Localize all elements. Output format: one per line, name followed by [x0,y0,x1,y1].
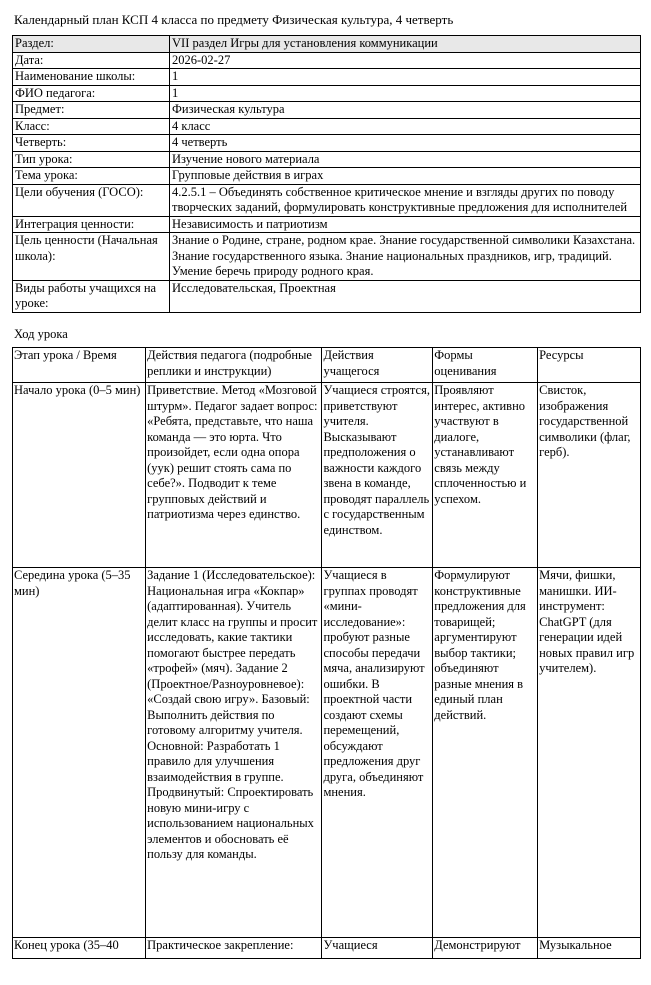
info-label: Интеграция ценности: [13,216,170,233]
info-value: Групповые действия в играх [170,168,641,185]
info-value: VII раздел Игры для установления коммуникации [170,36,641,53]
info-value: Физическая культура [170,102,641,119]
info-row [13,184,641,216]
plan-row [13,938,641,959]
info-row [13,102,641,119]
info-label: Тема урока: [13,168,170,185]
header-stage: Этап урока / Время [13,348,146,383]
info-label: Раздел: [13,36,170,53]
cell-resources: Музыкальное [538,938,641,959]
cell-stage: Середина урока (5–35 мин) [13,568,146,938]
info-value: 2026-02-27 [170,52,641,69]
cell-teacher: Практическое закрепление: [146,938,322,959]
info-label: Четверть: [13,135,170,152]
info-value: 4 четверть [170,135,641,152]
plan-row [13,568,641,938]
header-resources: Ресурсы [538,348,641,383]
info-label: Дата: [13,52,170,69]
info-row [13,168,641,185]
cell-student: Учащиеся [322,938,433,959]
plan-row [13,383,641,568]
cell-resources: Мячи, фишки, манишки. ИИ-инструмент: ChatGPT (для генерации идей новых правил игр учителем). [538,568,641,938]
info-value: 4 класс [170,118,641,135]
cell-assessment: Формулируют конструктивные предложения для товарищей; аргументируют выбор тактики; объединяют разные мнения в единый план действий. [433,568,538,938]
cell-teacher: Задание 1 (Исследовательское): Национальная игра «Кокпар» (адаптированная). Учитель делит класс на группы и просит исследовать, какие тактики помогают быстрее передать «трофей» (мяч). Задание 2 (Проектное/Разноуровневое): «Создай свою игру». Базовый: Выполнить действия по готовому алгоритму учителя. Основной: Разработать 1 правило для улучшения взаимодействия в группе. Продвинутый: Спроектировать новую мини-игру с использованием национальных элементов и обосновать её пользу для команды. [146,568,322,938]
info-value: Знание о Родине, стране, родном крае. Знание государственной символики Казахстана. Знание государственного языка. Знание национальных праздников, игр, традиций. Умение беречь природу родного края. [170,233,641,281]
plan-header-row [13,348,641,383]
info-value: 4.2.5.1 – Объединять собственное критическое мнение и взгляды других по поводу творческих заданий, формулировать конструктивные предложения для исполнителей [170,184,641,216]
info-value: 1 [170,69,641,86]
info-row [13,216,641,233]
lesson-plan-table [12,347,641,959]
info-value: Независимость и патриотизм [170,216,641,233]
info-row [13,85,641,102]
info-label: Цели обучения (ГОСО): [13,184,170,216]
info-label: Тип урока: [13,151,170,168]
cell-teacher: Приветствие. Метод «Мозговой штурм». Педагог задает вопрос: «Ребята, представьте, что наша команда — это юрта. Что произойдет, если одна опора (уук) решит стоять сама по себе?». Подводит к теме групповых действий и патриотизма через единство. [146,383,322,568]
header-assessment: Формы оценивания [433,348,538,383]
info-row [13,36,641,53]
info-label: Класс: [13,118,170,135]
cell-student: Учащиеся строятся, приветствуют учителя. Высказывают предположения о важности каждого звена в команде, проводят параллель с государственным единством. [322,383,433,568]
cell-assessment: Проявляют интерес, активно участвуют в диалоге, устанавливают связь между сплоченностью и успехом. [433,383,538,568]
info-value: 1 [170,85,641,102]
info-label: Наименование школы: [13,69,170,86]
info-row [13,280,641,312]
info-row [13,118,641,135]
document-title: Календарный план КСП 4 класса по предмету Физическая культура, 4 четверть [14,12,454,27]
info-label: Виды работы учащихся на уроке: [13,280,170,312]
info-row [13,233,641,281]
info-value: Исследовательская, Проектная [170,280,641,312]
cell-student: Учащиеся в группах проводят «мини-исследование»: пробуют разные способы передачи мяча, анализируют ошибки. В проектной части создают схемы перемещений, обсуждают предложения друг друга, объединяют мнения. [322,568,433,938]
info-label: Предмет: [13,102,170,119]
header-student: Действия учащегося [322,348,433,383]
lesson-info-table [12,35,641,313]
info-label: Цель ценности (Начальная школа): [13,233,170,281]
info-row [13,52,641,69]
section-heading: Ход урока [14,327,68,341]
cell-stage: Конец урока (35–40 [13,938,146,959]
cell-stage: Начало урока (0–5 мин) [13,383,146,568]
info-row [13,69,641,86]
cell-resources: Свисток, изображения государственной символики (флаг, герб). [538,383,641,568]
cell-assessment: Демонстрируют [433,938,538,959]
info-row [13,151,641,168]
info-label: ФИО педагога: [13,85,170,102]
header-teacher: Действия педагога (подробные реплики и инструкции) [146,348,322,383]
info-value: Изучение нового материала [170,151,641,168]
info-row [13,135,641,152]
